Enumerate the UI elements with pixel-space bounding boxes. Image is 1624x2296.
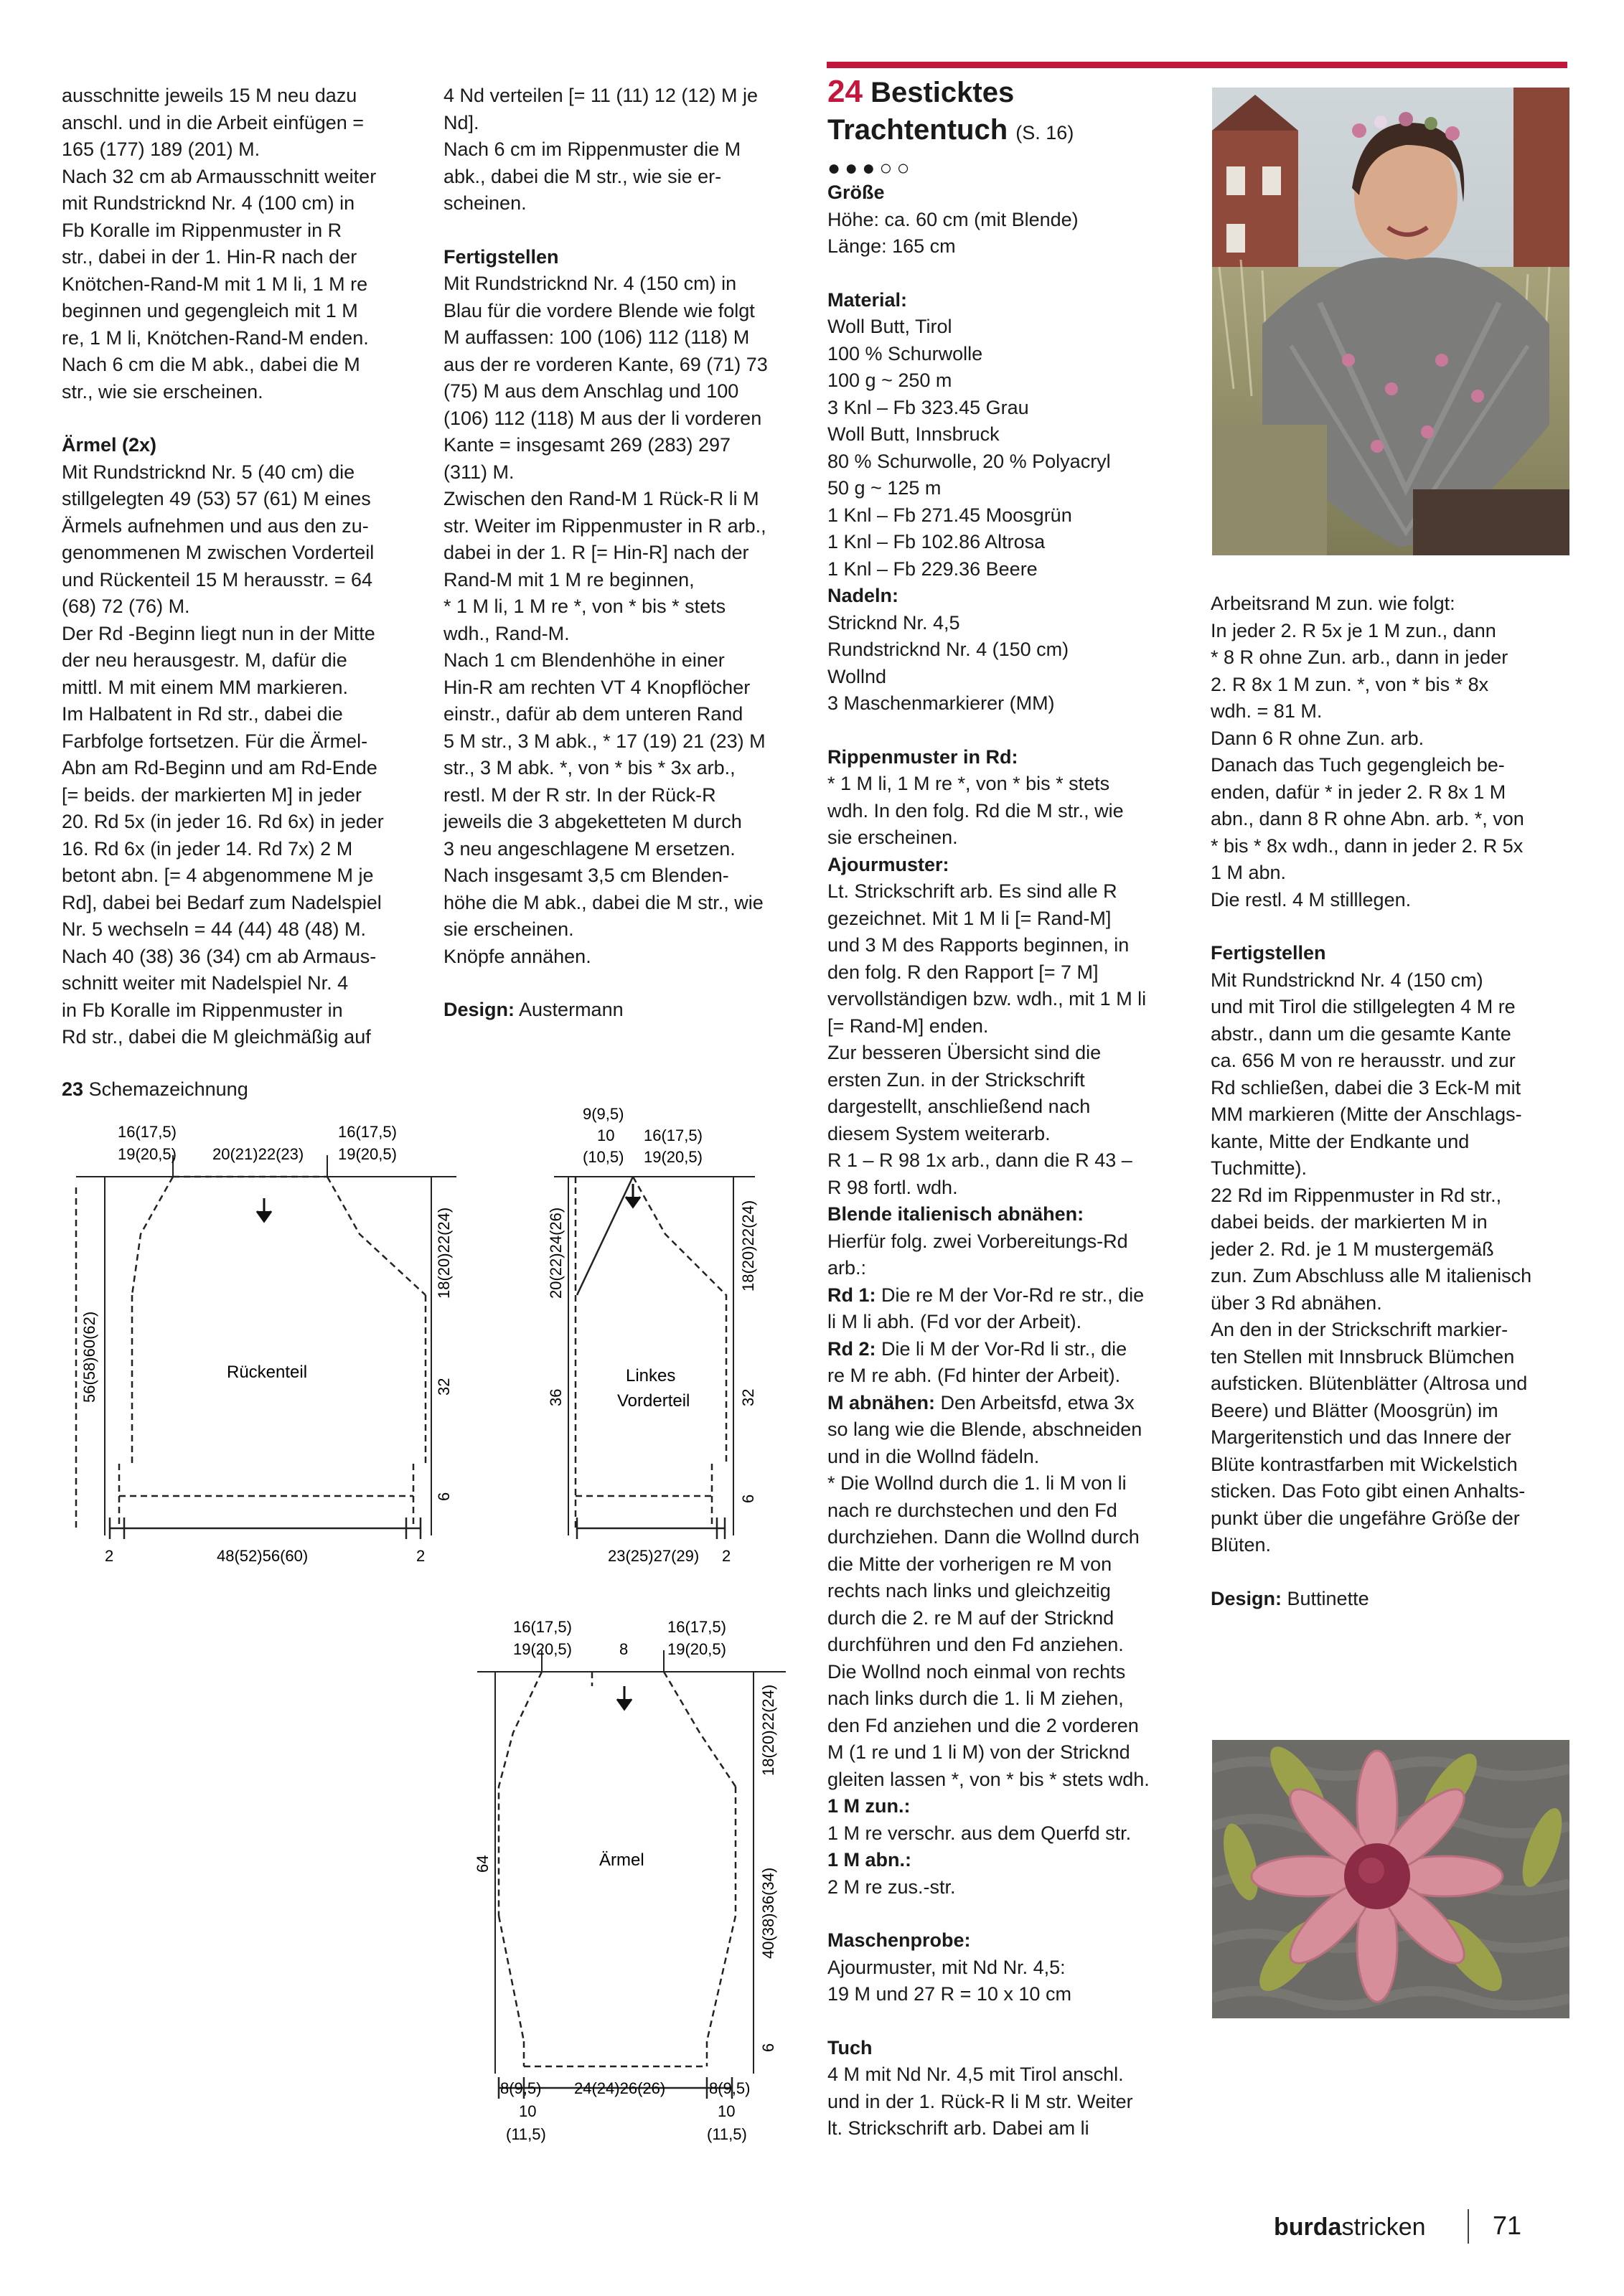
back-top-left-2: 19(20,5) — [118, 1145, 177, 1163]
text-line: str., dabei in der 1. Hin-R nach der — [62, 246, 357, 268]
text-line: Ajourmuster: — [827, 853, 949, 875]
text-line: 3 Maschenmarkierer (MM) — [827, 692, 1055, 714]
text-line: aus der re vorderen Kante, 69 (71) 73 — [443, 353, 768, 375]
text-line: (311) M. — [443, 461, 515, 483]
text-line: Wollnd — [827, 665, 887, 687]
text-line: restl. M der R str. In der Rück-R — [443, 784, 716, 806]
design-credit — [443, 997, 817, 1024]
text-line: sie erscheinen. — [443, 918, 574, 940]
front-label-2: Vorderteil — [617, 1391, 690, 1411]
text-line: re M re abh. (Fd hinter der Arbeit). — [827, 1365, 1121, 1386]
text-line: str. Weiter im Rippenmuster in R arb., — [443, 514, 766, 537]
back-piece-label: Rückenteil — [227, 1363, 308, 1382]
text-line: sticken. Das Foto gibt einen Anhalts- — [1211, 1480, 1526, 1502]
section-heading: Ärmel (2x) — [62, 434, 157, 456]
text-line: An den in der Strickschrift markier- — [1211, 1319, 1508, 1340]
text-line: 50 g ~ 125 m — [827, 477, 942, 499]
sleeve-top-right-1: 16(17,5) — [667, 1618, 726, 1636]
text-line: Größe — [827, 182, 885, 203]
front-top-c: (10,5) — [583, 1148, 624, 1166]
text-column-3 — [827, 179, 1201, 2142]
text-line: (68) 72 (76) M. — [62, 596, 190, 617]
text-line: Dann 6 R ohne Zun. arb. — [1211, 727, 1424, 749]
text-line: Blende italienisch abnähen: — [827, 1203, 1084, 1225]
article-title — [827, 73, 1229, 151]
sleeve-top-left-1: 16(17,5) — [513, 1618, 572, 1636]
text-line: * 8 R ohne Zun. arb., dann in jeder — [1211, 646, 1508, 668]
text-line: Nr. 5 wechseln = 44 (44) 48 (48) M. — [62, 918, 366, 940]
inline-text: Buttinette — [1282, 1587, 1369, 1609]
text-line: 20. Rd 5x (in jeder 16. Rd 6x) in jeder — [62, 811, 384, 832]
text-line: Im Halbatent in Rd str., dabei die — [62, 703, 343, 725]
text-line: 1 M zun.: — [827, 1795, 911, 1817]
paragraph-gap — [443, 970, 817, 997]
front-left-upper: 20(22)24(26) — [547, 1207, 565, 1299]
text-line: nach re durchstechen und den Fd — [827, 1499, 1117, 1521]
text-line: genommenen M zwischen Vorderteil — [62, 542, 375, 563]
text-line: Hin-R am rechten VT 4 Knopflöcher — [443, 676, 751, 698]
text-line: und in die Wollnd fädeln. — [827, 1445, 1040, 1467]
text-line: ausschnitte jeweils 15 M neu dazu — [62, 85, 357, 106]
text-line: durchführen und den Fd anziehen. — [827, 1634, 1124, 1655]
text-line: Blüte kontrastfarben mit Wickelstich — [1211, 1453, 1518, 1475]
text-line: Rundstricknd Nr. 4 (150 cm) — [827, 639, 1069, 660]
text-line: betont abn. [= 4 abgenommene M je — [62, 865, 374, 886]
text-line: [= beids. der markierten M] in jeder — [62, 784, 362, 806]
text-line: 100 % Schurwolle — [827, 342, 983, 364]
sleeve-bottom-right-3: (11,5) — [707, 2125, 747, 2143]
sleeve-right-middle: 40(38)36(34) — [759, 1867, 777, 1959]
text-line: die Mitte der vorherigen re M von — [827, 1553, 1112, 1575]
back-bottom-middle: 48(52)56(60) — [217, 1547, 309, 1565]
text-line: wdh., Rand-M. — [443, 622, 570, 644]
front-left-low: 36 — [547, 1388, 565, 1406]
text-line: * Die Wollnd durch die 1. li M von li — [827, 1472, 1127, 1494]
text-line: abstr., dann um die gesamte Kante — [1211, 1022, 1511, 1045]
back-left-height: 56(58)60(62) — [80, 1311, 98, 1403]
text-line: re, 1 M li, Knötchen-Rand-M enden. — [62, 326, 369, 349]
text-line: * bis * 8x wdh., dann in jeder 2. R 5x — [1211, 834, 1524, 857]
inline-text: Den Arbeitsfd, etwa 3x — [935, 1391, 1135, 1413]
inline-label: Design: — [1211, 1587, 1282, 1609]
sleeve-bottom-right-1: 8(9,5) — [709, 2079, 751, 2097]
text-line: sie erscheinen. — [827, 827, 958, 848]
paragraph-gap — [827, 260, 1201, 287]
text-line: den Fd anziehen und die 2 vorderen — [827, 1714, 1139, 1736]
text-line: Tuch — [827, 2036, 873, 2059]
text-line: rechts nach links und gleichzeitig — [827, 1580, 1111, 1601]
text-line: in Fb Koralle im Rippenmuster in — [62, 999, 343, 1021]
back-top-middle: 20(21)22(23) — [212, 1145, 304, 1163]
text-line: Lt. Strickschrift arb. Es sind alle R — [827, 880, 1117, 902]
text-line: vervollständigen bzw. wdh., mit 1 M li — [827, 988, 1147, 1010]
sleeve-bottom-middle: 24(24)26(26) — [574, 2079, 666, 2097]
front-right-upper: 18(20)22(24) — [739, 1200, 757, 1292]
text-line: lt. Strickschrift arb. Dabei am li — [827, 2117, 1089, 2139]
text-line: R 98 fortl. wdh. — [827, 1176, 958, 1198]
text-line: enden, dafür * in jeder 2. R 8x 1 M — [1211, 781, 1506, 803]
text-line: 16. Rd 6x (in jeder 14. Rd 7x) 2 M — [62, 837, 353, 860]
text-line: Die restl. 4 M stilllegen. — [1211, 888, 1412, 911]
text-line: In jeder 2. R 5x je 1 M zun., dann — [1211, 619, 1496, 641]
text-line: durchziehen. Dann die Wollnd durch — [827, 1526, 1140, 1548]
text-line: Nd]. — [443, 111, 479, 133]
text-line: Knötchen-Rand-M mit 1 M li, 1 M re — [62, 273, 368, 295]
back-right-middle: 32 — [435, 1378, 453, 1396]
text-line: Die Wollnd noch einmal von rechts — [827, 1660, 1126, 1683]
inline-text: Die re M der Vor-Rd re str., die — [876, 1284, 1145, 1306]
design-label: Design: — [443, 999, 515, 1020]
text-line: Rd], dabei bei Bedarf zum Nadelspiel — [62, 891, 382, 913]
text-line: höhe die M abk., dabei die M str., wie — [443, 891, 764, 913]
sleeve-right-low: 6 — [759, 2043, 777, 2052]
diagram-back-piece — [69, 1119, 471, 1578]
text-line: 4 Nd verteilen [= 11 (11) 12 (12) M je — [443, 85, 758, 106]
text-line: (75) M aus dem Anschlag und 100 — [443, 380, 739, 402]
footer-divider — [1468, 2209, 1469, 2244]
text-line: Rd schließen, dabei die 3 Eck-M mit — [1211, 1076, 1521, 1098]
page-reference: (S. 16) — [1015, 122, 1074, 144]
text-line: Nach insgesamt 3,5 cm Blenden- — [443, 865, 729, 886]
text-line: Nadeln: — [827, 585, 899, 606]
paragraph-gap — [827, 1901, 1201, 1927]
page-number: 71 — [1493, 2211, 1522, 2240]
inline-text: Die li M der Vor-Rd li str., die — [876, 1337, 1127, 1360]
text-line: abk., dabei die M str., wie sie er- — [443, 165, 722, 187]
text-line: zun. Zum Abschluss alle M italienisch — [1211, 1265, 1532, 1286]
text-line: Ajourmuster, mit Nd Nr. 4,5: — [827, 1956, 1066, 1978]
text-line: [= Rand-M] enden. — [827, 1015, 989, 1037]
text-line: dabei in der 1. R [= Hin-R] nach der — [443, 542, 749, 563]
text-line: 1 M re verschr. aus dem Querfd str. — [827, 1822, 1132, 1844]
text-line: Nach 40 (38) 36 (34) cm ab Armaus- — [62, 945, 377, 967]
text-line: 22 Rd im Rippenmuster in Rd str., — [1211, 1184, 1502, 1206]
text-line — [827, 1336, 1201, 1363]
text-line — [827, 1282, 1201, 1309]
front-top-a: 9(9,5) — [583, 1105, 624, 1123]
text-line: Länge: 165 cm — [827, 235, 956, 257]
diagram-caption — [62, 1078, 248, 1101]
sleeve-left-height: 64 — [474, 1855, 492, 1873]
sleeve-label: Ärmel — [599, 1850, 644, 1870]
sleeve-bottom-left-2: 10 — [519, 2102, 537, 2120]
text-line: Rand-M mit 1 M re beginnen, — [443, 568, 695, 591]
text-line: jeweils die 3 abgeketteten M durch — [443, 811, 742, 832]
text-line: (106) 112 (118) M aus der li vorderen — [443, 407, 762, 429]
inline-label: Rd 1: — [827, 1284, 876, 1306]
paragraph-gap — [1211, 1559, 1584, 1586]
front-right-middle: 32 — [739, 1388, 757, 1406]
diagram-sleeve — [470, 1614, 793, 2160]
back-bottom-left: 2 — [105, 1547, 114, 1565]
text-line: 2. R 8x 1 M zun. *, von * bis * 8x — [1211, 673, 1489, 695]
text-line: Fb Koralle im Rippenmuster in R — [62, 219, 342, 241]
paragraph-gap — [62, 405, 435, 432]
text-line: beginnen und gegengleich mit 1 M — [62, 300, 358, 321]
text-line: Ärmels aufnehmen und aus den zu- — [62, 514, 369, 537]
difficulty-rating: ●●●○○ — [827, 156, 914, 180]
section-heading: Fertigstellen — [443, 245, 559, 268]
front-bottom-middle: 23(25)27(29) — [608, 1547, 700, 1565]
text-line: durch die 2. re M auf der Stricknd — [827, 1606, 1114, 1629]
text-line: Blau für die vordere Blende wie folgt — [443, 299, 755, 321]
text-line: über 3 Rd abnähen. — [1211, 1292, 1382, 1314]
text-line: Stricknd Nr. 4,5 — [827, 611, 960, 634]
text-line: ca. 656 M von re herausstr. und zur — [1211, 1050, 1516, 1071]
sleeve-top-right-2: 19(20,5) — [667, 1640, 726, 1658]
text-line: Farbfolge fortsetzen. Für die Ärmel- — [62, 730, 368, 752]
front-right-low: 6 — [739, 1494, 757, 1503]
diagram-left-front — [540, 1098, 776, 1578]
text-column-1 — [62, 83, 435, 1051]
sleeve-bottom-left-3: (11,5) — [506, 2125, 546, 2143]
photo-embroidery-detail — [1212, 1740, 1569, 2018]
back-top-left-1: 16(17,5) — [118, 1123, 177, 1141]
back-right-upper: 18(20)22(24) — [435, 1207, 453, 1299]
text-line: Mit Rundstricknd Nr. 4 (150 cm) in — [443, 273, 737, 294]
text-line: mit Rundstricknd Nr. 4 (100 cm) in — [62, 192, 355, 214]
front-top-b: 10 — [597, 1126, 615, 1144]
text-line: Zur besseren Übersicht sind die — [827, 1042, 1102, 1063]
text-line: MM markieren (Mitte der Anschlags- — [1211, 1104, 1522, 1125]
text-line: kante, Mitte der Endkante und — [1211, 1130, 1470, 1152]
paragraph-gap — [1211, 913, 1584, 940]
text-line: 1 Knl – Fb 229.36 Beere — [827, 557, 1038, 580]
text-line: Woll Butt, Innsbruck — [827, 423, 1000, 445]
sleeve-right-upper: 18(20)22(24) — [759, 1684, 777, 1776]
text-line: und mit Tirol die stillgelegten 4 M re — [1211, 996, 1516, 1017]
text-line: Maschenprobe: — [827, 1929, 971, 1951]
text-line: 3 Knl – Fb 323.45 Grau — [827, 396, 1029, 418]
text-line: Der Rd -Beginn liegt nun in der Mitte — [62, 622, 375, 644]
text-line — [1211, 1586, 1584, 1613]
text-line: Nach 32 cm ab Armausschnitt weiter — [62, 165, 377, 187]
sleeve-bottom-right-2: 10 — [718, 2102, 736, 2120]
text-line: Fertigstellen — [1211, 942, 1326, 964]
text-line: Zwischen den Rand-M 1 Rück-R li M — [443, 488, 759, 509]
front-top-right-2: 19(20,5) — [644, 1148, 703, 1166]
text-line: einstr., dafür ab dem unteren Rand — [443, 703, 743, 725]
paragraph-gap — [827, 718, 1201, 744]
text-line: 1 M abn. — [1211, 862, 1287, 883]
back-top-right-1: 16(17,5) — [338, 1123, 397, 1141]
text-line: Material: — [827, 288, 908, 311]
text-line: M auffassen: 100 (106) 112 (118) M — [443, 326, 750, 348]
front-top-right-1: 16(17,5) — [644, 1126, 703, 1144]
text-line: gezeichnet. Mit 1 M li [= Rand-M] — [827, 907, 1112, 929]
text-line: li M li abh. (Fd vor der Arbeit). — [827, 1311, 1082, 1332]
accent-rule — [827, 62, 1567, 68]
text-line: und 3 M des Rapports beginnen, in — [827, 934, 1130, 956]
text-line: 2 M re zus.-str. — [827, 1876, 956, 1898]
back-bottom-right: 2 — [416, 1547, 426, 1565]
page-footer — [1274, 2211, 1522, 2241]
text-column-4 — [1211, 591, 1584, 1612]
sleeve-bottom-left-1: 8(9,5) — [500, 2079, 542, 2097]
text-line: 1 M abn.: — [827, 1849, 912, 1871]
text-line: Höhe: ca. 60 cm (mit Blende) — [827, 208, 1079, 230]
text-line: Arbeitsrand M zun. wie folgt: — [1211, 593, 1455, 614]
text-line: 100 g ~ 250 m — [827, 370, 952, 391]
paragraph-gap — [443, 217, 817, 244]
text-line: stillgelegten 49 (53) 57 (61) M eines — [62, 488, 371, 509]
text-line: und Rückenteil 15 M herausstr. = 64 — [62, 568, 373, 591]
text-line: dabei beids. der markierten M in — [1211, 1211, 1488, 1233]
text-line: und in der 1. Rück-R li M str. Weiter — [827, 2090, 1133, 2112]
text-line: ersten Zun. in der Strickschrift — [827, 1068, 1085, 1091]
text-line: Abn am Rd-Beginn und am Rd-Ende — [62, 757, 377, 778]
text-line: scheinen. — [443, 192, 527, 214]
back-right-low: 6 — [435, 1492, 453, 1501]
title-line-1: Besticktes — [870, 77, 1015, 108]
text-line: Mit Rundstricknd Nr. 5 (40 cm) die — [62, 461, 355, 483]
article-number: 24 — [827, 74, 863, 109]
text-line: so lang wie die Blende, abschneiden — [827, 1418, 1142, 1440]
text-line: wdh. = 81 M. — [1211, 700, 1323, 722]
text-line: den folg. R den Rapport [= 7 M] — [827, 961, 1099, 983]
text-line — [827, 1390, 1201, 1417]
text-line: Kante = insgesamt 269 (283) 297 — [443, 434, 731, 456]
text-line: R 1 – R 98 1x arb., dann die R 43 – — [827, 1149, 1132, 1171]
inline-label: M abnähen: — [827, 1391, 936, 1413]
sleeve-top-middle: 8 — [619, 1640, 629, 1658]
caption-number: 23 — [62, 1078, 84, 1100]
text-line: punkt über die ungefähre Größe der — [1211, 1507, 1520, 1529]
design-value: Austermann — [519, 999, 624, 1020]
text-line: Nach 1 cm Blendenhöhe in einer — [443, 649, 725, 671]
text-line: 1 Knl – Fb 271.45 Moosgrün — [827, 504, 1072, 526]
text-line: Rippenmuster in Rd: — [827, 745, 1018, 768]
text-line: Rd str., dabei die M gleichmäßig auf — [62, 1026, 371, 1048]
text-line: Mit Rundstricknd Nr. 4 (150 cm) — [1211, 969, 1483, 991]
text-line: Danach das Tuch gegengleich be- — [1211, 754, 1505, 776]
text-line: jeder 2. Rd. je 1 M mustergemäß — [1211, 1238, 1494, 1260]
text-line: mittl. M mit einem MM markieren. — [62, 676, 349, 698]
text-line: Hierfür folg. zwei Vorbereitungs-Rd — [827, 1230, 1128, 1252]
caption-text: Schemazeichnung — [88, 1078, 248, 1100]
footer-brand-bold: burda — [1274, 2213, 1342, 2241]
photo-model-with-shawl — [1212, 88, 1569, 555]
text-line: schnitt weiter mit Nadelspiel Nr. 4 — [62, 972, 349, 994]
text-line: 4 M mit Nd Nr. 4,5 mit Tirol anschl. — [827, 2064, 1124, 2085]
text-line: Nach 6 cm die M abk., dabei die M — [62, 354, 360, 375]
text-line: der neu herausgestr. M, dafür die — [62, 649, 347, 671]
text-line: gleiten lassen *, von * bis * stets wdh. — [827, 1768, 1150, 1790]
sleeve-top-left-2: 19(20,5) — [513, 1640, 572, 1658]
text-line: Blüten. — [1211, 1534, 1272, 1556]
text-line: abn., dann 8 R ohne Abn. arb. *, von — [1211, 808, 1524, 829]
text-line: ten Stellen mit Innsbruck Blümchen — [1211, 1345, 1515, 1368]
inline-label: Rd 2: — [827, 1337, 876, 1360]
text-line: 3 neu angeschlagene M ersetzen. — [443, 837, 736, 860]
text-column-2 — [443, 83, 817, 1024]
text-line: * 1 M li, 1 M re *, von * bis * stets — [443, 596, 726, 617]
text-line: anschl. und in die Arbeit einfügen = — [62, 111, 365, 133]
text-line: Nach 6 cm im Rippenmuster die M — [443, 138, 741, 160]
back-top-right-2: 19(20,5) — [338, 1145, 397, 1163]
text-line: 19 M und 27 R = 10 x 10 cm — [827, 1983, 1071, 2005]
text-line: aufsticken. Blütenblätter (Altrosa und — [1211, 1373, 1528, 1394]
paragraph-gap — [827, 2008, 1201, 2035]
text-line: Margeritenstich und das Innere der — [1211, 1426, 1511, 1448]
text-line: Knöpfe annähen. — [443, 945, 591, 967]
text-line: 5 M str., 3 M abk., * 17 (19) 21 (23) M — [443, 730, 766, 752]
title-line-2: Trachtentuch — [827, 114, 1008, 146]
text-line: str., wie sie erscheinen. — [62, 380, 263, 403]
front-label-1: Linkes — [626, 1366, 676, 1385]
text-line: 1 Knl – Fb 102.86 Altrosa — [827, 531, 1046, 552]
text-line: 165 (177) 189 (201) M. — [62, 138, 261, 160]
text-line: wdh. In den folg. Rd die M str., wie — [827, 799, 1124, 822]
text-line: * 1 M li, 1 M re *, von * bis * stets — [827, 773, 1110, 794]
text-line: Tuchmitte). — [1211, 1157, 1308, 1179]
footer-brand-rest: stricken — [1341, 2213, 1426, 2241]
text-line: Beere) und Blätter (Moosgrün) im — [1211, 1399, 1498, 1421]
text-line: nach links durch die 1. li M ziehen, — [827, 1688, 1124, 1709]
text-line: Woll Butt, Tirol — [827, 316, 952, 337]
text-line: diesem System weiterarb. — [827, 1122, 1051, 1144]
text-line: arb.: — [827, 1257, 867, 1279]
front-bottom-right: 2 — [722, 1547, 731, 1565]
text-line: M (1 re und 1 li M) von der Stricknd — [827, 1741, 1130, 1763]
text-line: str., 3 M abk. *, von * bis * 3x arb., — [443, 757, 736, 778]
text-line: dargestellt, anschließend nach — [827, 1096, 1091, 1117]
text-line: 80 % Schurwolle, 20 % Polyacryl — [827, 450, 1111, 472]
